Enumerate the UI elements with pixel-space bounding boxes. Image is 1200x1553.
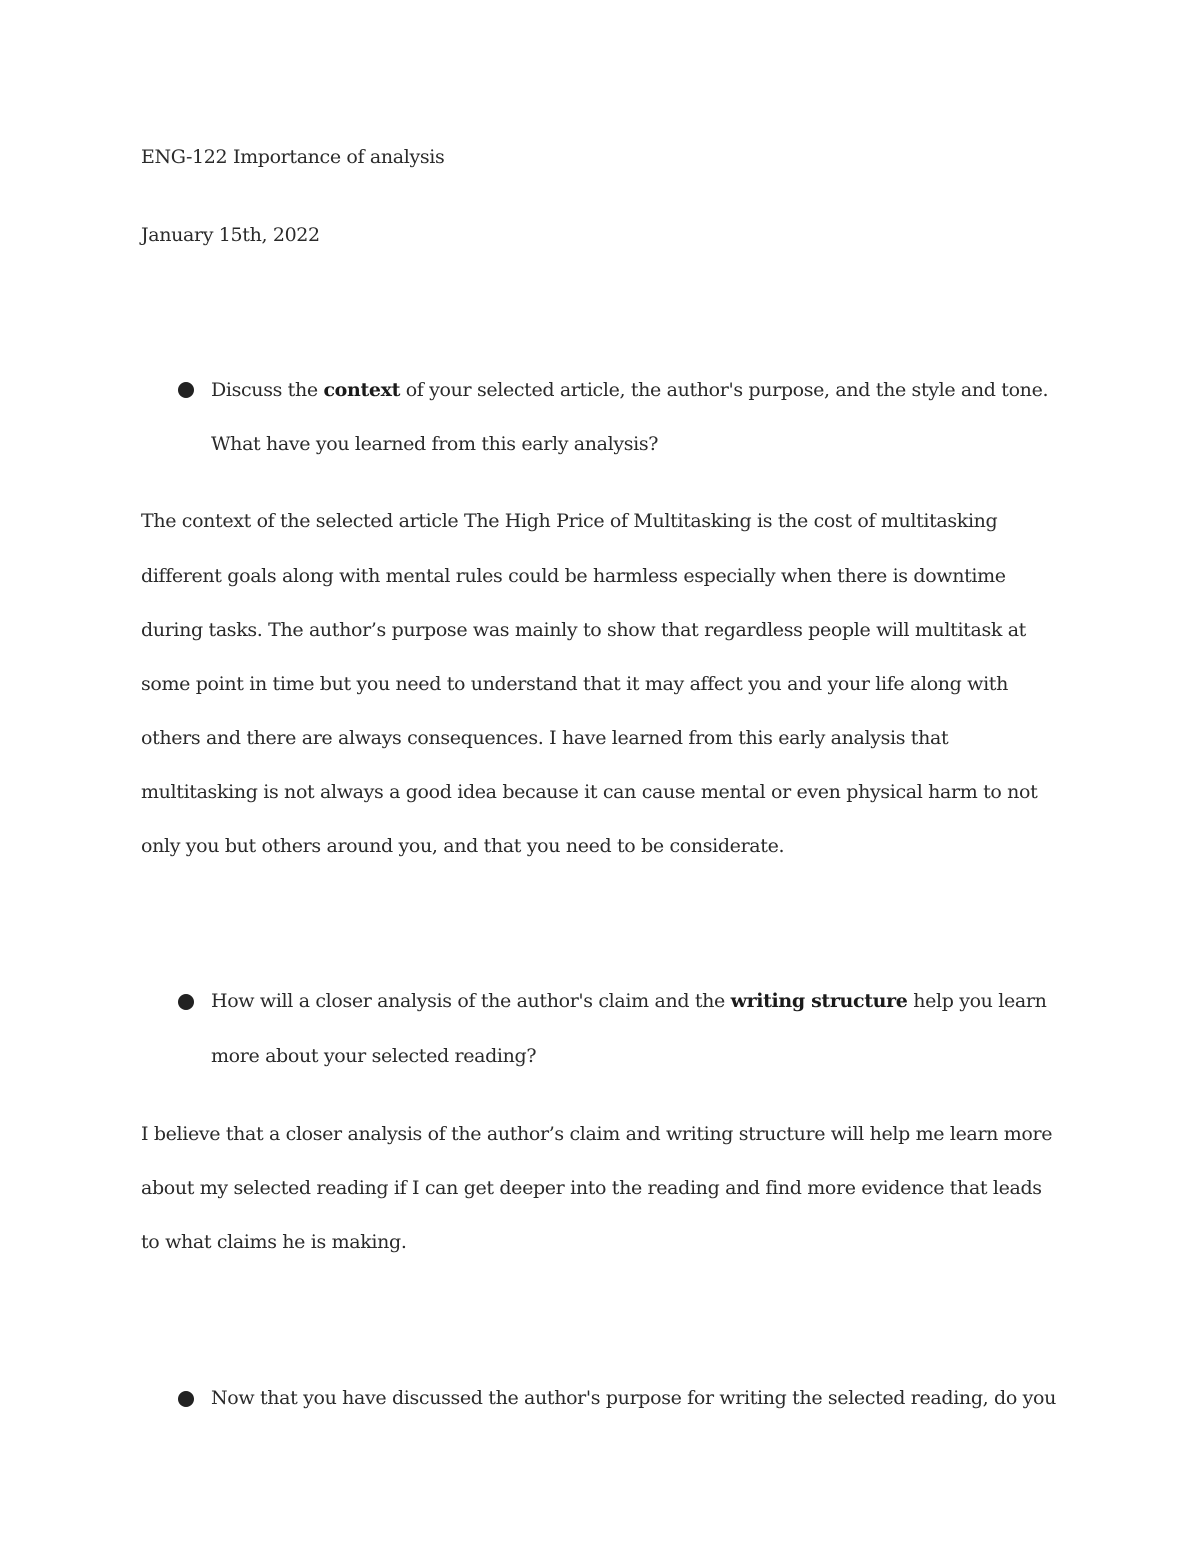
question-1-line-2: What have you learned from this early analysis? xyxy=(211,433,659,455)
question-2-line-2: more about your selected reading? xyxy=(211,1045,537,1067)
answer-1-line-7: only you but others around you, and that you need to be considerate. xyxy=(141,835,785,857)
question-1-line-1: Discuss the context of your selected article, the author's purpose, and the style and tone. xyxy=(211,379,1049,401)
answer-2-line-3: to what claims he is making. xyxy=(141,1231,407,1253)
answer-1-line-4: some point in time but you need to understand that it may affect you and your life along with xyxy=(141,673,1008,695)
bullet-icon xyxy=(178,382,194,398)
answer-1-line-2: different goals along with mental rules could be harmless especially when there is downtime xyxy=(141,565,1006,587)
document-date: January 15th, 2022 xyxy=(141,224,320,246)
question-3-line-1: Now that you have discussed the author's purpose for writing the selected reading, do you xyxy=(211,1387,1056,1409)
bullet-icon xyxy=(178,994,194,1010)
bullet-icon xyxy=(178,1391,194,1407)
answer-1-line-6: multitasking is not always a good idea because it can cause mental or even physical harm to not xyxy=(141,781,1038,803)
answer-2-line-1: I believe that a closer analysis of the author’s claim and writing structure will help me learn more xyxy=(141,1123,1053,1145)
answer-1-line-1: The context of the selected article The High Price of Multitasking is the cost of multitasking xyxy=(141,510,998,532)
question-2-line-1: How will a closer analysis of the author's claim and the writing structure help you learn xyxy=(211,990,1047,1012)
question-1-bold-term: context xyxy=(323,379,401,401)
course-title: ENG-122 Importance of analysis xyxy=(141,146,445,168)
answer-2-line-2: about my selected reading if I can get deeper into the reading and find more evidence that leads xyxy=(141,1177,1042,1199)
answer-1-line-5: others and there are always consequences. I have learned from this early analysis that xyxy=(141,727,949,749)
question-2-bold-term: writing structure xyxy=(730,990,908,1012)
answer-1-line-3: during tasks. The author’s purpose was mainly to show that regardless people will multitask at xyxy=(141,619,1026,641)
